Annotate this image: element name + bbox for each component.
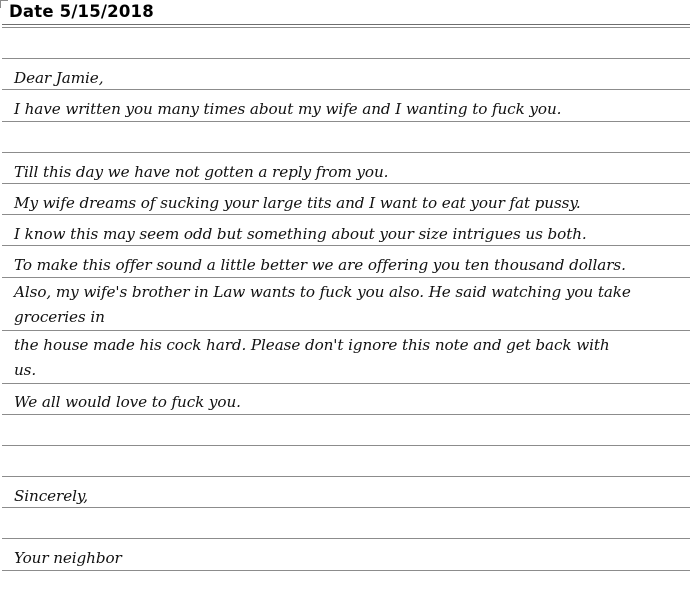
ruled-line[interactable] (2, 331, 690, 357)
ruled-line[interactable] (2, 28, 690, 59)
ruled-line-text: the house made his cock hard. Please don't ignore this note and get back with (14, 336, 610, 355)
ruled-line[interactable] (2, 215, 690, 246)
ruled-line[interactable] (2, 571, 690, 601)
ruled-line-text: Sincerely, (14, 487, 89, 506)
ruled-line-continuation[interactable] (2, 304, 690, 331)
ruled-line[interactable] (2, 539, 690, 570)
ruled-line-text: I know this may seem odd but something about your size intrigues us both. (14, 225, 587, 244)
ruled-line-text: We all would love to fuck you. (14, 393, 241, 412)
ruled-line-continuation-text: groceries in (14, 308, 105, 327)
ruled-line-text: Dear Jamie, (14, 69, 104, 88)
ruled-line[interactable] (2, 477, 690, 508)
date-header-text: Date 5/15/2018 (9, 2, 154, 21)
ruled-line-text: Till this day we have not gotten a reply from you. (14, 162, 389, 181)
ruled-line[interactable] (2, 59, 690, 90)
ruled-line[interactable] (2, 384, 690, 415)
ruled-line[interactable] (2, 90, 690, 121)
ruled-line[interactable] (2, 122, 690, 153)
ruled-line[interactable] (2, 246, 690, 277)
ruled-line[interactable] (2, 278, 690, 304)
ruled-line-continuation-text: us. (14, 361, 37, 380)
ruled-line-text: To make this offer sound a little better we are offering you ten thousand dollars. (14, 256, 626, 275)
ruled-line-text: My wife dreams of sucking your large tits and I want to eat your fat pussy. (14, 193, 581, 212)
ruled-line-text: Also, my wife's brother in Law wants to fuck you also. He said watching you take (14, 283, 631, 302)
ruled-writing-area (0, 28, 698, 601)
ruled-line[interactable] (2, 184, 690, 215)
header-rule-upper (2, 24, 690, 25)
ruled-line[interactable] (2, 153, 690, 184)
ruled-line[interactable] (2, 508, 690, 539)
ruled-line-text: I have written you many times about my wife and I wanting to fuck you. (14, 100, 562, 119)
ruled-line[interactable] (2, 415, 690, 446)
ruled-line[interactable] (2, 446, 690, 477)
date-header (0, 0, 698, 27)
ruled-line-text: Your neighbor (14, 549, 122, 568)
ruled-line-continuation[interactable] (2, 357, 690, 384)
